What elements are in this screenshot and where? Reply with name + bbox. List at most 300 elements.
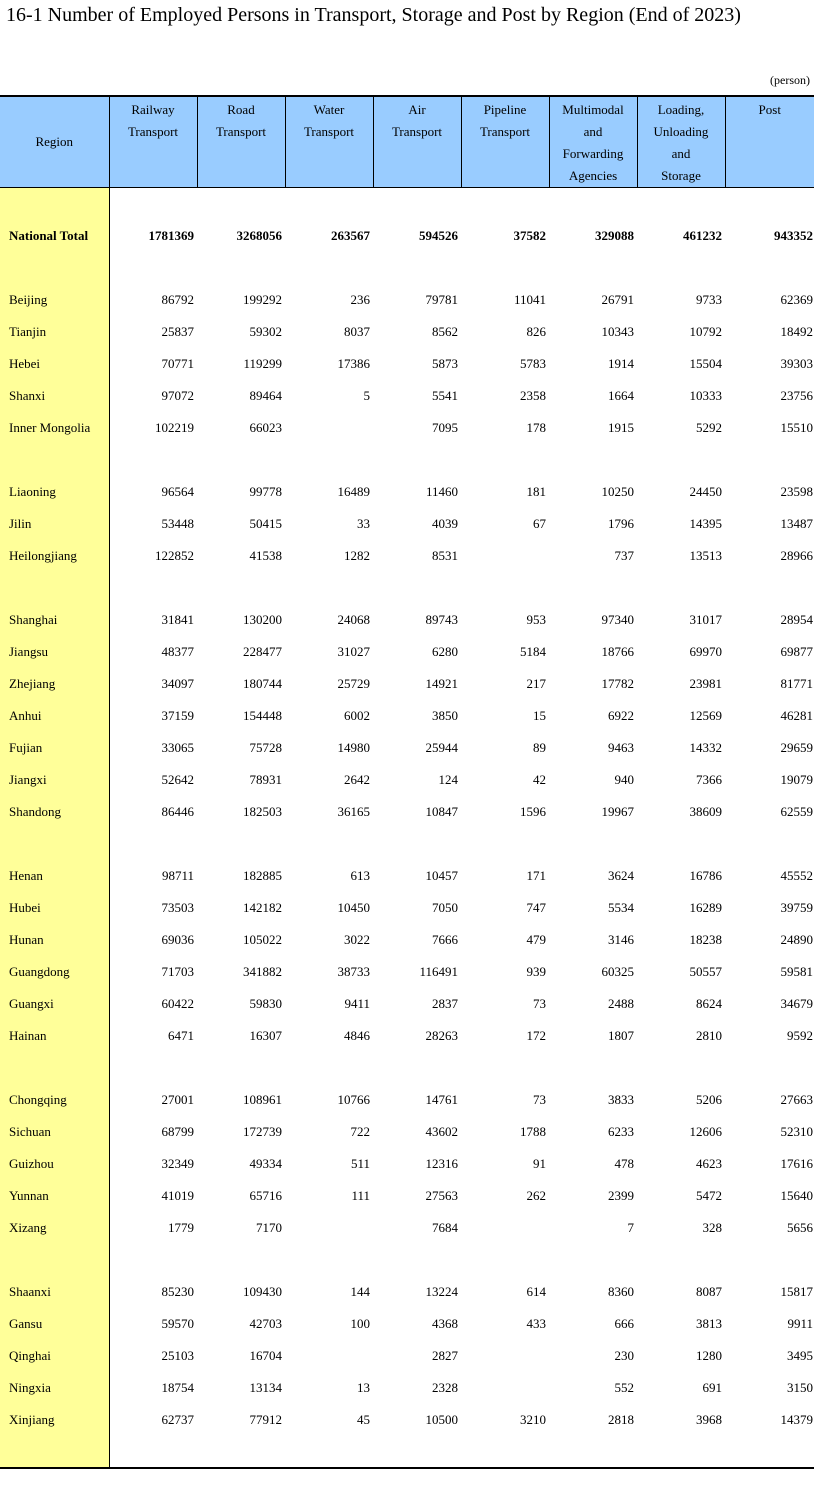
air-cell: 43602 — [425, 1123, 458, 1139]
multimodal-cell: 2818 — [608, 1411, 634, 1427]
air-cell — [373, 1052, 461, 1084]
post-cell — [725, 444, 814, 476]
multimodal-cell: 97340 — [601, 611, 634, 627]
railway-cell — [109, 252, 197, 284]
road-cell: 77912 — [249, 1411, 282, 1427]
loading-cell: 10792 — [689, 323, 722, 339]
column-header-railway: Railway Transport — [109, 96, 197, 188]
multimodal-cell: 19967 — [601, 803, 634, 819]
pipeline-cell: 3210 — [520, 1411, 546, 1427]
pipeline-cell: 37582 — [513, 227, 546, 243]
region-cell: Beijing — [0, 284, 109, 316]
road-cell: 182885 — [243, 867, 282, 883]
road-cell: 130200 — [243, 611, 282, 627]
pipeline-cell — [461, 252, 549, 284]
loading-cell: 18238 — [689, 931, 722, 947]
region-cell: Ningxia — [0, 1372, 109, 1404]
pipeline-cell — [461, 1436, 549, 1468]
water-cell: 5 — [363, 387, 370, 403]
multimodal-cell: 2399 — [608, 1187, 634, 1203]
pipeline-cell: 11041 — [513, 291, 546, 307]
railway-cell: 85230 — [161, 1283, 194, 1299]
loading-cell — [637, 572, 725, 604]
region-cell: Guangdong — [0, 956, 109, 988]
road-cell: 341882 — [243, 963, 282, 979]
region-cell: Hainan — [0, 1020, 109, 1052]
post-cell: 62559 — [780, 803, 813, 819]
post-cell: 39759 — [780, 899, 813, 915]
air-cell: 3850 — [432, 707, 458, 723]
pipeline-cell: 433 — [526, 1315, 546, 1331]
post-cell: 9592 — [787, 1027, 813, 1043]
loading-cell: 691 — [702, 1379, 722, 1395]
post-cell: 62369 — [780, 291, 813, 307]
post-cell: 19079 — [780, 771, 813, 787]
table-row — [0, 1372, 814, 1404]
railway-cell: 25103 — [161, 1347, 194, 1363]
loading-cell: 23981 — [689, 675, 722, 691]
national-total-row — [0, 220, 814, 252]
water-cell: 10766 — [337, 1091, 370, 1107]
table-row — [0, 1276, 814, 1308]
air-cell — [373, 572, 461, 604]
region-cell: Jilin — [0, 508, 109, 540]
region-cell: Xinjiang — [0, 1404, 109, 1436]
region-cell: Xizang — [0, 1212, 109, 1244]
water-cell — [285, 828, 373, 860]
post-cell: 27663 — [780, 1091, 813, 1107]
water-cell — [285, 572, 373, 604]
loading-cell: 328 — [702, 1219, 722, 1235]
region-cell: Heilongjiang — [0, 540, 109, 572]
multimodal-cell: 8360 — [608, 1283, 634, 1299]
air-cell: 7666 — [432, 931, 458, 947]
railway-cell: 18754 — [161, 1379, 194, 1395]
air-cell: 10457 — [425, 867, 458, 883]
pipeline-cell: 479 — [526, 931, 546, 947]
column-header-air: Air Transport — [373, 96, 461, 188]
post-cell — [725, 1436, 814, 1468]
air-cell: 4368 — [432, 1315, 458, 1331]
pipeline-cell: 67 — [533, 515, 546, 531]
column-header-multimodal: Multimodal and Forwarding Agencies — [549, 96, 637, 188]
loading-cell: 5206 — [696, 1091, 722, 1107]
loading-cell: 12606 — [689, 1123, 722, 1139]
water-cell — [285, 252, 373, 284]
table-row — [0, 412, 814, 444]
column-header-road: Road Transport — [197, 96, 285, 188]
loading-cell: 24450 — [689, 483, 722, 499]
table-row — [0, 380, 814, 412]
water-cell: 1282 — [344, 547, 370, 563]
column-header-region: Region — [0, 96, 109, 188]
railway-cell: 97072 — [161, 387, 194, 403]
loading-cell: 8624 — [696, 995, 722, 1011]
railway-cell — [109, 444, 197, 476]
road-cell: 199292 — [243, 291, 282, 307]
multimodal-cell: 2488 — [608, 995, 634, 1011]
air-cell: 594526 — [419, 227, 458, 243]
water-cell: 16489 — [337, 483, 370, 499]
table-row — [0, 988, 814, 1020]
table-row — [0, 1148, 814, 1180]
multimodal-cell: 10343 — [601, 323, 634, 339]
post-cell: 9911 — [787, 1315, 813, 1331]
multimodal-cell — [549, 444, 637, 476]
region-cell: Shanghai — [0, 604, 109, 636]
pipeline-cell: 73 — [533, 995, 546, 1011]
post-cell: 17616 — [780, 1155, 813, 1171]
air-cell — [373, 828, 461, 860]
water-cell: 45 — [357, 1411, 370, 1427]
region-cell — [0, 572, 109, 604]
road-cell: 16307 — [249, 1027, 282, 1043]
water-cell — [285, 1052, 373, 1084]
water-cell: 263567 — [331, 227, 370, 243]
water-cell: 613 — [350, 867, 370, 883]
road-cell — [197, 1244, 285, 1276]
region-cell: Shanxi — [0, 380, 109, 412]
road-cell: 59302 — [249, 323, 282, 339]
region-cell: Hebei — [0, 348, 109, 380]
road-cell: 49334 — [249, 1155, 282, 1171]
water-cell: 24068 — [337, 611, 370, 627]
spacer-row — [0, 572, 814, 604]
air-cell — [373, 1244, 461, 1276]
air-cell: 124 — [438, 771, 458, 787]
railway-cell: 70771 — [161, 355, 194, 371]
table-row — [0, 1308, 814, 1340]
post-cell: 28954 — [780, 611, 813, 627]
loading-cell: 14395 — [689, 515, 722, 531]
road-cell: 172739 — [243, 1123, 282, 1139]
air-cell: 79781 — [425, 291, 458, 307]
road-cell — [197, 572, 285, 604]
road-cell: 105022 — [243, 931, 282, 947]
post-cell: 15817 — [780, 1283, 813, 1299]
water-cell: 100 — [350, 1315, 370, 1331]
railway-cell — [109, 828, 197, 860]
road-cell: 89464 — [249, 387, 282, 403]
water-cell: 14980 — [337, 739, 370, 755]
multimodal-cell: 940 — [614, 771, 634, 787]
pipeline-cell: 614 — [526, 1283, 546, 1299]
post-cell: 15510 — [780, 419, 813, 435]
loading-cell: 4623 — [696, 1155, 722, 1171]
road-cell: 180744 — [243, 675, 282, 691]
region-cell: Henan — [0, 860, 109, 892]
loading-cell: 69970 — [689, 643, 722, 659]
water-cell — [285, 188, 373, 220]
air-cell: 7050 — [432, 899, 458, 915]
post-cell: 943352 — [774, 227, 813, 243]
table-row — [0, 1084, 814, 1116]
pipeline-cell — [461, 540, 549, 572]
railway-cell — [109, 1244, 197, 1276]
table-row — [0, 1116, 814, 1148]
pipeline-cell: 1596 — [520, 803, 546, 819]
water-cell: 511 — [350, 1155, 370, 1171]
road-cell: 66023 — [249, 419, 282, 435]
pipeline-cell — [461, 1340, 549, 1372]
table-row — [0, 860, 814, 892]
post-cell — [725, 188, 814, 220]
region-cell — [0, 1244, 109, 1276]
post-cell: 29659 — [780, 739, 813, 755]
water-cell: 111 — [351, 1187, 370, 1203]
railway-cell — [109, 1436, 197, 1468]
water-cell: 3022 — [344, 931, 370, 947]
water-cell: 13 — [357, 1379, 370, 1395]
loading-cell: 16786 — [689, 867, 722, 883]
multimodal-cell — [549, 572, 637, 604]
road-cell: 108961 — [243, 1091, 282, 1107]
road-cell: 182503 — [243, 803, 282, 819]
road-cell: 109430 — [243, 1283, 282, 1299]
railway-cell: 69036 — [161, 931, 194, 947]
air-cell: 8562 — [432, 323, 458, 339]
pipeline-cell: 826 — [526, 323, 546, 339]
multimodal-cell: 5534 — [608, 899, 634, 915]
loading-cell: 10333 — [689, 387, 722, 403]
post-cell: 69877 — [780, 643, 813, 659]
railway-cell: 32349 — [161, 1155, 194, 1171]
pipeline-cell: 953 — [526, 611, 546, 627]
multimodal-cell: 552 — [614, 1379, 634, 1395]
region-cell: Sichuan — [0, 1116, 109, 1148]
pipeline-cell: 15 — [533, 707, 546, 723]
pipeline-cell — [461, 1052, 549, 1084]
table-row — [0, 284, 814, 316]
spacer-row — [0, 1436, 814, 1468]
spacer-row — [0, 828, 814, 860]
loading-cell — [637, 444, 725, 476]
region-cell: Gansu — [0, 1308, 109, 1340]
region-cell: National Total — [0, 220, 109, 252]
railway-cell: 86446 — [161, 803, 194, 819]
multimodal-cell: 478 — [614, 1155, 634, 1171]
post-cell — [725, 1244, 814, 1276]
loading-cell — [637, 1052, 725, 1084]
multimodal-cell — [549, 188, 637, 220]
pipeline-cell: 747 — [526, 899, 546, 915]
multimodal-cell: 3833 — [608, 1091, 634, 1107]
water-cell: 2642 — [344, 771, 370, 787]
table-body — [0, 188, 814, 1468]
loading-cell: 8087 — [696, 1283, 722, 1299]
post-cell: 18492 — [780, 323, 813, 339]
pipeline-cell: 262 — [526, 1187, 546, 1203]
region-cell — [0, 444, 109, 476]
water-cell — [285, 444, 373, 476]
air-cell: 10500 — [425, 1411, 458, 1427]
region-cell — [0, 1436, 109, 1468]
air-cell — [373, 188, 461, 220]
table-row — [0, 316, 814, 348]
railway-cell: 1779 — [168, 1219, 194, 1235]
column-header-pipeline: Pipeline Transport — [461, 96, 549, 188]
region-cell — [0, 252, 109, 284]
post-cell: 59581 — [780, 963, 813, 979]
road-cell — [197, 828, 285, 860]
water-cell: 31027 — [337, 643, 370, 659]
table-row — [0, 508, 814, 540]
railway-cell: 73503 — [161, 899, 194, 915]
multimodal-cell: 26791 — [601, 291, 634, 307]
air-cell: 2837 — [432, 995, 458, 1011]
air-cell: 11460 — [425, 483, 458, 499]
table-row — [0, 732, 814, 764]
pipeline-cell — [461, 572, 549, 604]
air-cell: 27563 — [425, 1187, 458, 1203]
air-cell: 28263 — [425, 1027, 458, 1043]
air-cell: 14921 — [425, 675, 458, 691]
pipeline-cell: 2358 — [520, 387, 546, 403]
region-cell: Shandong — [0, 796, 109, 828]
water-cell: 6002 — [344, 707, 370, 723]
railway-cell: 122852 — [155, 547, 194, 563]
loading-cell — [637, 828, 725, 860]
loading-cell: 15504 — [689, 355, 722, 371]
table-row — [0, 1020, 814, 1052]
water-cell: 144 — [350, 1283, 370, 1299]
region-cell: Zhejiang — [0, 668, 109, 700]
spacer-row — [0, 188, 814, 220]
table-row — [0, 892, 814, 924]
column-header-loading: Loading, Unloading and Storage — [637, 96, 725, 188]
road-cell: 75728 — [249, 739, 282, 755]
loading-cell: 2810 — [696, 1027, 722, 1043]
road-cell: 119299 — [243, 355, 282, 371]
railway-cell — [109, 1052, 197, 1084]
post-cell: 24890 — [780, 931, 813, 947]
air-cell: 4039 — [432, 515, 458, 531]
air-cell: 6280 — [432, 643, 458, 659]
road-cell: 16704 — [249, 1347, 282, 1363]
air-cell: 116491 — [419, 963, 458, 979]
water-cell: 10450 — [337, 899, 370, 915]
table-row — [0, 956, 814, 988]
post-cell: 28966 — [780, 547, 813, 563]
post-cell — [725, 572, 814, 604]
pipeline-cell: 1788 — [520, 1123, 546, 1139]
pipeline-cell: 42 — [533, 771, 546, 787]
table-row — [0, 1340, 814, 1372]
table-row — [0, 700, 814, 732]
air-cell — [373, 252, 461, 284]
post-cell — [725, 1052, 814, 1084]
pipeline-cell: 217 — [526, 675, 546, 691]
spacer-row — [0, 1052, 814, 1084]
post-cell: 34679 — [780, 995, 813, 1011]
pipeline-cell: 939 — [526, 963, 546, 979]
railway-cell: 34097 — [161, 675, 194, 691]
pipeline-cell — [461, 444, 549, 476]
railway-cell: 53448 — [161, 515, 194, 531]
water-cell: 8037 — [344, 323, 370, 339]
road-cell: 50415 — [249, 515, 282, 531]
table-row — [0, 924, 814, 956]
table-row — [0, 636, 814, 668]
loading-cell: 1280 — [696, 1347, 722, 1363]
multimodal-cell — [549, 1244, 637, 1276]
post-cell — [725, 828, 814, 860]
multimodal-cell: 7 — [627, 1219, 634, 1235]
table-row — [0, 348, 814, 380]
multimodal-cell: 1796 — [608, 515, 634, 531]
post-cell: 23598 — [780, 483, 813, 499]
loading-cell: 31017 — [689, 611, 722, 627]
railway-cell: 68799 — [161, 1123, 194, 1139]
post-cell: 15640 — [780, 1187, 813, 1203]
water-cell: 9411 — [344, 995, 370, 1011]
pipeline-cell: 5783 — [520, 355, 546, 371]
air-cell: 13224 — [425, 1283, 458, 1299]
region-cell: Jiangxi — [0, 764, 109, 796]
railway-cell — [109, 572, 197, 604]
railway-cell: 27001 — [161, 1091, 194, 1107]
region-cell: Hunan — [0, 924, 109, 956]
loading-cell: 3813 — [696, 1315, 722, 1331]
multimodal-cell: 18766 — [601, 643, 634, 659]
railway-cell: 52642 — [161, 771, 194, 787]
loading-cell — [637, 252, 725, 284]
road-cell — [197, 188, 285, 220]
road-cell: 59830 — [249, 995, 282, 1011]
post-cell: 3150 — [787, 1379, 813, 1395]
multimodal-cell: 329088 — [595, 227, 634, 243]
air-cell: 25944 — [425, 739, 458, 755]
multimodal-cell — [549, 828, 637, 860]
region-cell: Fujian — [0, 732, 109, 764]
loading-cell: 12569 — [689, 707, 722, 723]
pipeline-cell: 89 — [533, 739, 546, 755]
page-title: 16-1 Number of Employed Persons in Transport, Storage and Post by Region (End of 2023) — [6, 4, 741, 26]
road-cell: 41538 — [249, 547, 282, 563]
post-cell: 52310 — [780, 1123, 813, 1139]
water-cell: 36165 — [337, 803, 370, 819]
railway-cell: 33065 — [161, 739, 194, 755]
air-cell: 5541 — [432, 387, 458, 403]
pipeline-cell: 91 — [533, 1155, 546, 1171]
water-cell — [285, 412, 373, 444]
road-cell: 13134 — [249, 1379, 282, 1395]
multimodal-cell: 3146 — [608, 931, 634, 947]
air-cell: 2328 — [432, 1379, 458, 1395]
road-cell: 3268056 — [236, 227, 282, 243]
pipeline-cell — [461, 188, 549, 220]
region-cell: Liaoning — [0, 476, 109, 508]
header-row — [0, 96, 814, 188]
table-row — [0, 1212, 814, 1244]
loading-cell — [637, 1244, 725, 1276]
table-row — [0, 764, 814, 796]
water-cell — [285, 1212, 373, 1244]
multimodal-cell: 6233 — [608, 1123, 634, 1139]
table-row — [0, 476, 814, 508]
spacer-row — [0, 252, 814, 284]
post-cell: 45552 — [780, 867, 813, 883]
railway-cell: 48377 — [161, 643, 194, 659]
multimodal-cell — [549, 252, 637, 284]
road-cell — [197, 444, 285, 476]
region-cell: Tianjin — [0, 316, 109, 348]
multimodal-cell: 9463 — [608, 739, 634, 755]
air-cell: 7095 — [432, 419, 458, 435]
air-cell: 14761 — [425, 1091, 458, 1107]
water-cell: 722 — [350, 1123, 370, 1139]
railway-cell: 31841 — [161, 611, 194, 627]
